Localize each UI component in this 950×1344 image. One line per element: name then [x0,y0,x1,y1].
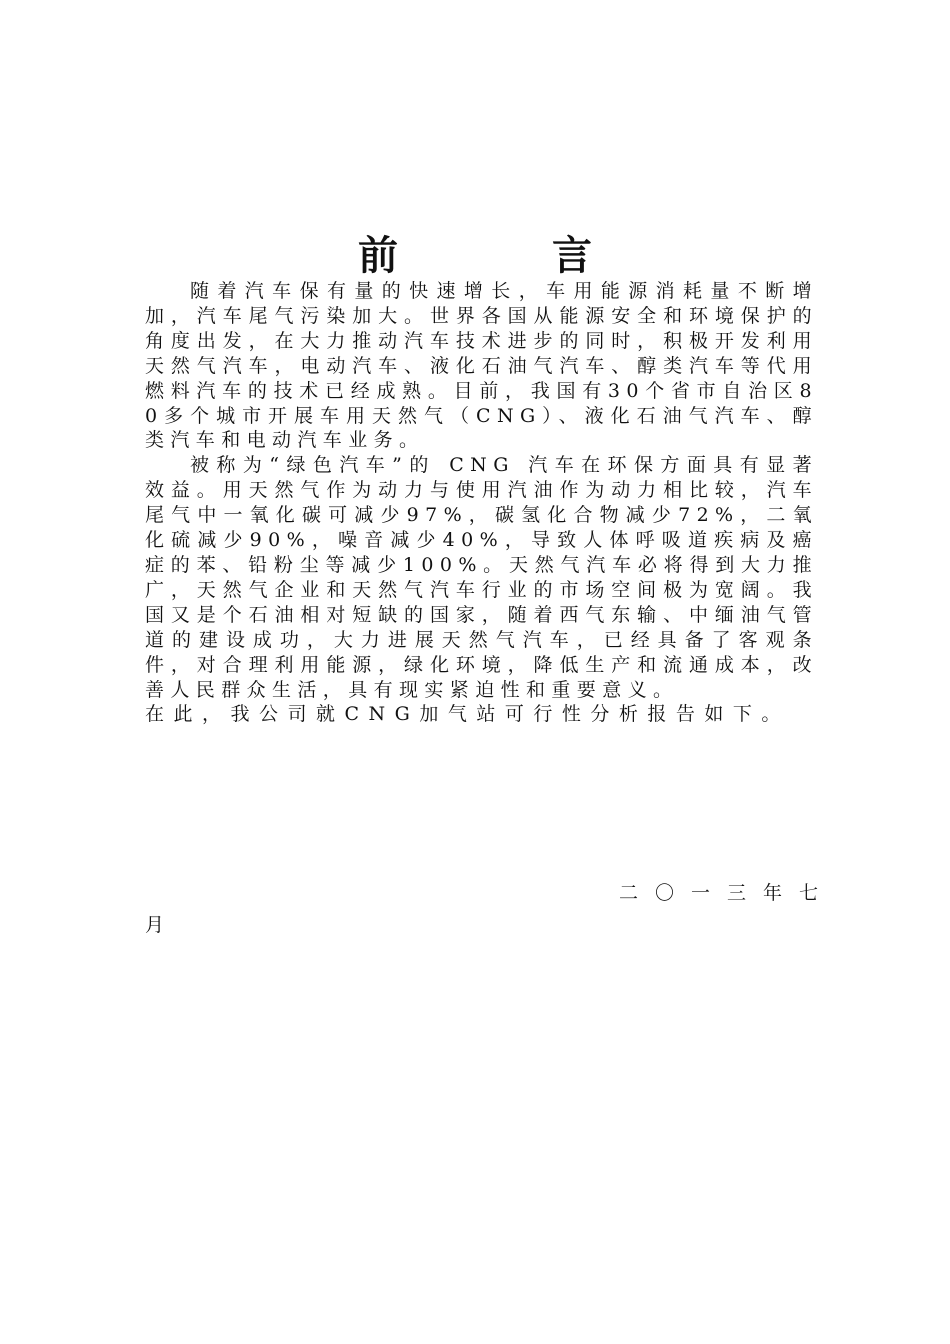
document-body [145,279,818,727]
date-line-1: 二〇一三年七 [618,882,835,904]
date-line-2: 月 [145,914,165,936]
closing-statement: 在此，我公司就CNG加气站可行性分析报告如下。 [145,703,790,726]
paragraph-1: 随着汽车保有量的快速增长，车用能源消耗量不断增加，汽车尾气污染加大。世界各国从能源安全和环境保护的角度出发，在大力推动汽车技术进步的同时，积极开发利用天然气汽车，电动汽车、液化石油气汽车、醇类汽车等代用燃料汽车的技术已经成熟。目前，我国有30个省市自治区80多个城市开展车用天然气（CNG）、液化石油气汽车、醇类汽车和电动汽车业务。 [145,280,818,452]
document-title: 前 言 [358,232,662,279]
date-block [145,877,835,941]
paragraph-2: 被称为“绿色汽车”的 CNG 汽车在环保方面具有显著效益。用天然气作为动力与使用汽油作为动力相比较，汽车尾气中一氧化碳可减少97%，碳氢化合物减少72%，二氧化硫减少90%，噪音减少40%，导致人体呼吸道疾病及癌症的苯、铅粉尘等减少100%。天然气汽车必将得到大力推广，天然气企业和天然气汽车行业的市场空间极为宽阔。我国又是个石油相对短缺的国家，随着西气东输、中缅油气管道的建设成功，大力进展天然气汽车，已经具备了客观条件，对合理利用能源，绿化环境，降低生产和流通成本，改善人民群众生活，具有现实紧迫性和重要意义。 [145,454,818,701]
